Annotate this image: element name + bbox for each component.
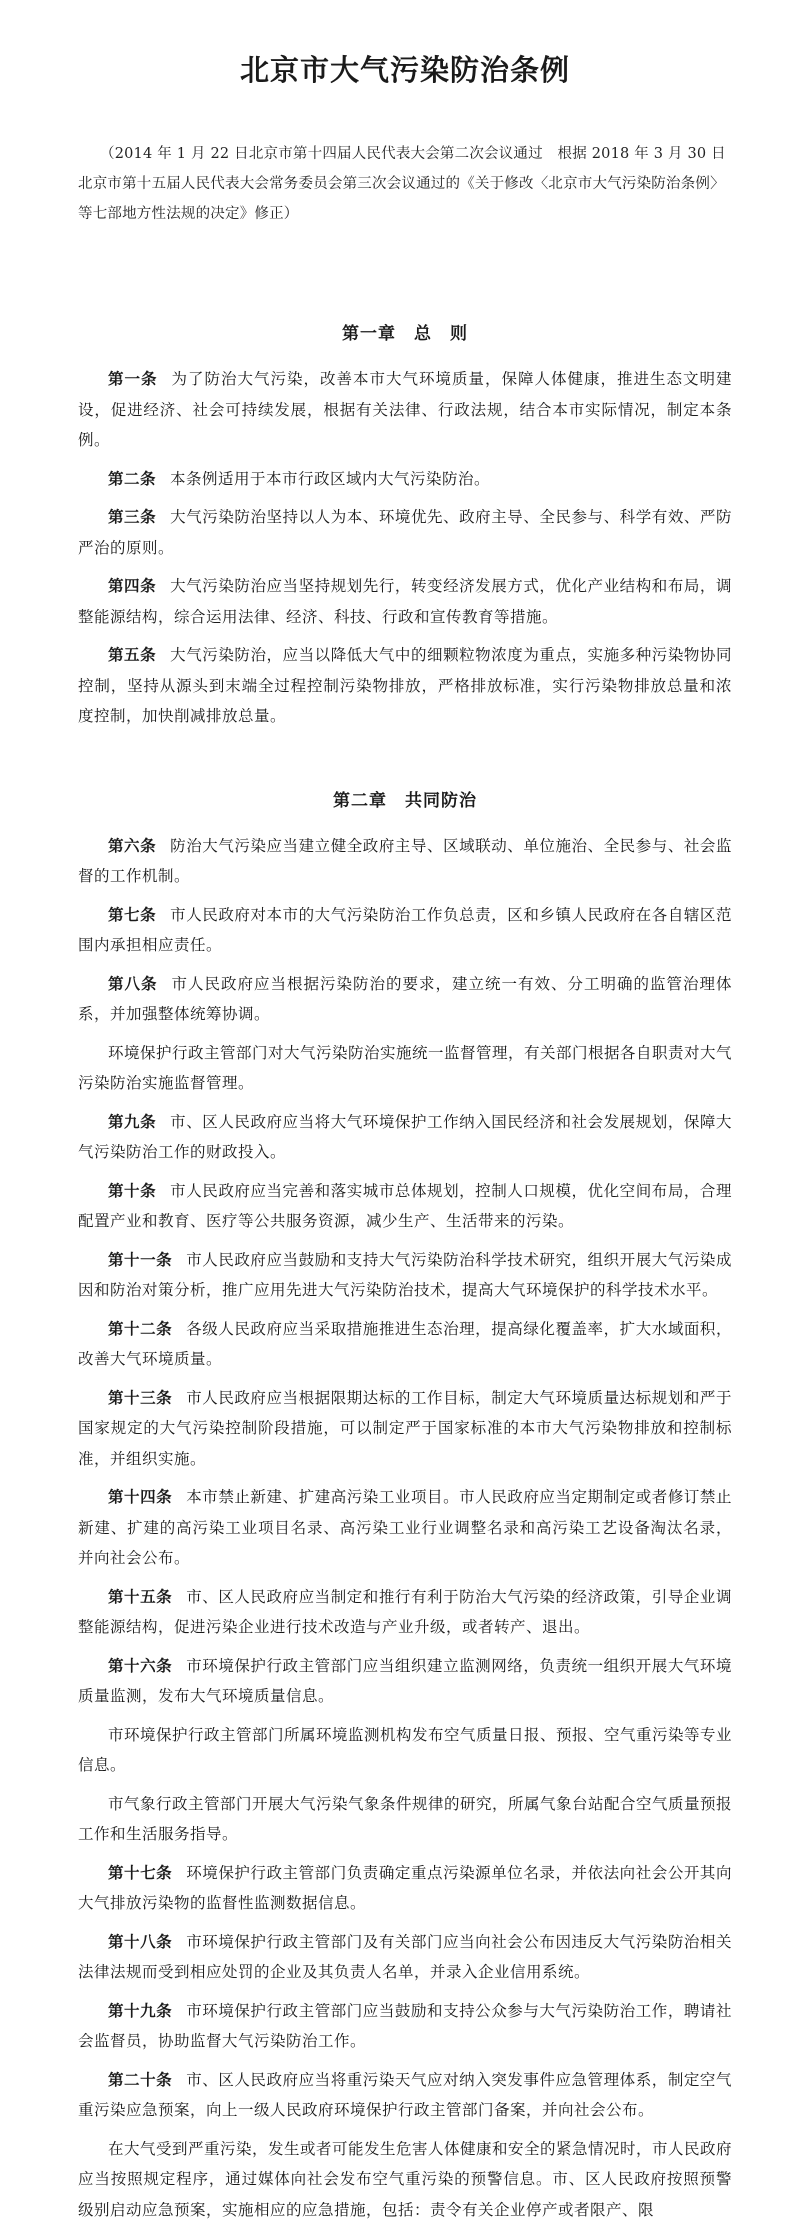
chapter-heading: 第一章 总 则 [78, 319, 732, 344]
article-paragraph [78, 1651, 732, 1712]
article-paragraph [78, 1176, 732, 1237]
article-label: 第七条 [108, 905, 156, 924]
article-label: 第三条 [108, 507, 156, 526]
article-paragraph [78, 1996, 732, 2057]
article-label: 第十九条 [108, 2001, 172, 2020]
article-text: 市人民政府对本市的大气污染防治工作负总责，区和乡镇人民政府在各自辖区范围内承担相应责任。 [78, 906, 732, 955]
article-paragraph [78, 1858, 732, 1919]
article-text: 市人民政府应当根据限期达标的工作目标，制定大气环境质量达标规划和严于国家规定的大气污染控制阶段措施，可以制定严于国家标准的本市大气污染物排放和控制标准，并组织实施。 [78, 1389, 732, 1468]
article-text: 市、区人民政府应当制定和推行有利于防治大气污染的经济政策，引导企业调整能源结构，促进污染企业进行技术改造与产业升级，或者转产、退出。 [78, 1588, 732, 1637]
article-subparagraph [78, 1720, 732, 1781]
article-text: 市人民政府应当鼓励和支持大气污染防治科学技术研究，组织开展大气污染成因和防治对策分析，推广应用先进大气污染防治技术，提高大气环境保护的科学技术水平。 [78, 1251, 732, 1300]
article-paragraph [78, 1314, 732, 1375]
article-label: 第九条 [108, 1112, 156, 1131]
article-label: 第十条 [108, 1181, 156, 1200]
article-paragraph [78, 831, 732, 892]
article-paragraph [78, 1582, 732, 1643]
document-title: 北京市大气污染防治条例 [78, 48, 732, 89]
article-text: 本条例适用于本市行政区域内大气污染防治。 [170, 470, 490, 488]
article-paragraph [78, 502, 732, 563]
article-label: 第十一条 [108, 1250, 172, 1269]
article-text: 市环境保护行政主管部门及有关部门应当向社会公布因违反大气污染防治相关法律法规而受到相应处罚的企业及其负责人名单，并录入企业信用系统。 [78, 1933, 732, 1982]
article-paragraph [78, 900, 732, 961]
article-paragraph [78, 1482, 732, 1574]
article-paragraph [78, 464, 732, 495]
chapter-heading: 第二章 共同防治 [78, 786, 732, 811]
article-label: 第四条 [108, 576, 156, 595]
article-text: 大气污染防治，应当以降低大气中的细颗粒物浓度为重点，实施多种污染物协同控制，坚持从源头到末端全过程控制污染物排放，严格排放标准，实行污染物排放总量和浓度控制，加快削减排放总量。 [78, 646, 732, 725]
article-paragraph [78, 1927, 732, 1988]
article-text: 市人民政府应当根据污染防治的要求，建立统一有效、分工明确的监管治理体系，并加强整体统筹协调。 [78, 975, 732, 1024]
article-paragraph [78, 364, 732, 456]
article-text: 防治大气污染应当建立健全政府主导、区域联动、单位施治、全民参与、社会监督的工作机制。 [78, 837, 732, 886]
article-text: 市人民政府应当完善和落实城市总体规划，控制人口规模，优化空间布局，合理配置产业和教育、医疗等公共服务资源，减少生产、生活带来的污染。 [78, 1182, 732, 1231]
article-text: 本市禁止新建、扩建高污染工业项目。市人民政府应当定期制定或者修订禁止新建、扩建的高污染工业项目名录、高污染工业行业调整名录和高污染工艺设备淘汰名录，并向社会公布。 [78, 1488, 732, 1567]
article-text: 大气污染防治坚持以人为本、环境优先、政府主导、全民参与、科学有效、严防严治的原则。 [78, 508, 732, 557]
article-label: 第十二条 [108, 1319, 172, 1338]
article-text: 在大气受到严重污染，发生或者可能发生危害人体健康和安全的紧急情况时，市人民政府应当按照规定程序，通过媒体向社会发布空气重污染的预警信息。市、区人民政府按照预警级别启动应急预案，实施相应的应急措施，包括：责令有关企业停产或者限产、限 [78, 2140, 732, 2219]
article-subparagraph [78, 1038, 732, 1099]
article-label: 第十四条 [108, 1487, 172, 1506]
article-label: 第二十条 [108, 2070, 172, 2089]
article-text: 市环境保护行政主管部门应当组织建立监测网络，负责统一组织开展大气环境质量监测，发布大气环境质量信息。 [78, 1657, 732, 1706]
article-text: 市环境保护行政主管部门应当鼓励和支持公众参与大气污染防治工作，聘请社会监督员，协助监督大气污染防治工作。 [78, 2002, 732, 2051]
article-text: 市、区人民政府应当将大气环境保护工作纳入国民经济和社会发展规划，保障大气污染防治工作的财政投入。 [78, 1113, 732, 1162]
article-label: 第十五条 [108, 1587, 172, 1606]
article-label: 第八条 [108, 974, 158, 993]
article-paragraph [78, 2065, 732, 2126]
article-text: 大气污染防治应当坚持规划先行，转变经济发展方式，优化产业结构和布局，调整能源结构，综合运用法律、经济、科技、行政和宣传教育等措施。 [78, 577, 732, 626]
article-paragraph [78, 1245, 732, 1306]
article-label: 第十八条 [108, 1932, 172, 1951]
chapters-container [78, 319, 732, 2225]
article-text: 市气象行政主管部门开展大气污染气象条件规律的研究，所属气象台站配合空气质量预报工作和生活服务指导。 [78, 1795, 732, 1844]
article-paragraph [78, 1383, 732, 1475]
article-paragraph [78, 969, 732, 1030]
article-text: 为了防治大气污染，改善本市大气环境质量，保障人体健康，推进生态文明建设，促进经济、社会可持续发展，根据有关法律、行政法规，结合本市实际情况，制定本条例。 [78, 370, 732, 449]
article-text: 环境保护行政主管部门对大气污染防治实施统一监督管理，有关部门根据各自职责对大气污染防治实施监督管理。 [78, 1044, 732, 1093]
article-label: 第十三条 [108, 1388, 172, 1407]
article-subparagraph [78, 1789, 732, 1850]
article-subparagraph [78, 2134, 732, 2225]
article-paragraph [78, 640, 732, 732]
article-label: 第十七条 [108, 1863, 172, 1882]
article-text: 环境保护行政主管部门负责确定重点污染源单位名录，并依法向社会公开其向大气排放污染物的监督性监测数据信息。 [78, 1864, 732, 1913]
article-paragraph [78, 571, 732, 632]
article-text: 市、区人民政府应当将重污染天气应对纳入突发事件应急管理体系，制定空气重污染应急预案，向上一级人民政府环境保护行政主管部门备案，并向社会公布。 [78, 2071, 732, 2120]
amendment-note: （2014 年 1 月 22 日北京市第十四届人民代表大会第二次会议通过 根据 2018 年 3 月 30 日北京市第十五届人民代表大会常务委员会第三次会议通过的《关于修改〈北京市大气污染防治条例〉等七部地方性法规的决定》修正） [78, 139, 732, 229]
article-text: 市环境保护行政主管部门所属环境监测机构发布空气质量日报、预报、空气重污染等专业信息。 [78, 1726, 732, 1775]
article-label: 第五条 [108, 645, 156, 664]
article-label: 第六条 [108, 836, 156, 855]
article-label: 第一条 [108, 369, 158, 388]
article-label: 第十六条 [108, 1656, 172, 1675]
article-text: 各级人民政府应当采取措施推进生态治理，提高绿化覆盖率，扩大水域面积，改善大气环境质量。 [78, 1320, 732, 1369]
article-paragraph [78, 1107, 732, 1168]
article-label: 第二条 [108, 469, 156, 488]
